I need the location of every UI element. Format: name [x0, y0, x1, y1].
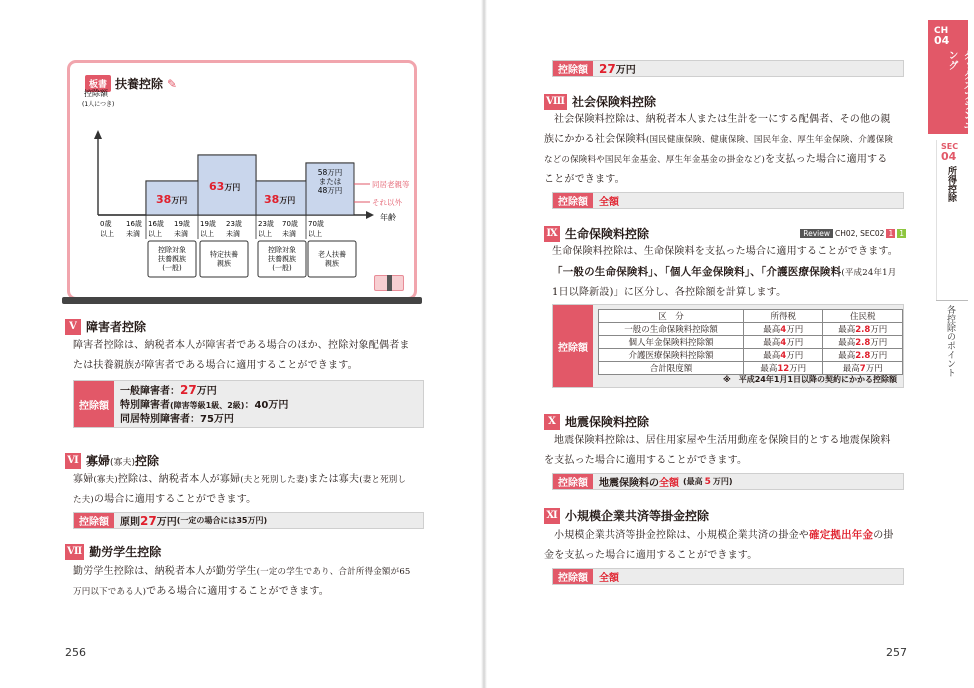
s9-q1: 「一般の生命保険料」 [552, 266, 654, 278]
category-label-line: (一般) [272, 264, 292, 272]
s8-line-2 [544, 130, 910, 150]
category-label-line: 老人扶養 [318, 250, 346, 259]
elderly-note-1: 同居老親等 [372, 180, 410, 189]
table-row [599, 323, 903, 336]
table-row [599, 349, 903, 362]
s6-t4: (夫と死別した妻) [240, 475, 309, 485]
section-11-title: 小規模企業共済等掛金控除 [565, 509, 710, 523]
elderly-line-2: 48万円 [317, 186, 343, 195]
special-disabled [120, 399, 288, 413]
y-axis-arrow [94, 130, 102, 139]
section-11-heading [544, 507, 709, 524]
bar-value-2: 63 [209, 180, 225, 193]
section-6-body-line-2 [73, 490, 433, 510]
age-tick: 19歳 [200, 220, 216, 228]
section-7-body-line-2 [73, 582, 433, 602]
s8-line-3 [544, 150, 910, 170]
cell-prefix: 最高 [760, 364, 778, 374]
s8-t2: (国民健康保険、健康保険、国民年金、厚生年金保険、介護保険 [646, 135, 894, 145]
table-header-row [599, 310, 903, 323]
resident-tax-cell [823, 336, 903, 349]
age-tick-sub: 未満 [282, 230, 296, 238]
s11-line-2: 金を支払った場合に適用することができます。 [544, 550, 758, 561]
section-6-body [73, 470, 433, 510]
chapter-num: 04 [934, 34, 950, 47]
s6-t7: た夫) [73, 495, 94, 505]
s6-t5: または寡夫 [308, 474, 360, 485]
age-ticks [100, 215, 324, 239]
s8-line-4: ことができます。 [544, 174, 625, 185]
s10-val-e: 万円) [712, 477, 733, 486]
section-6-numeral: Ⅵ [65, 453, 81, 469]
section-8-title: 社会保険料控除 [572, 95, 657, 109]
s10-val-a: 地震保険料の [599, 478, 659, 489]
section-6-deduction-label: 控除額 [74, 513, 114, 528]
section-5-body [73, 336, 433, 376]
s11-t2: 確定拠出年金 [809, 529, 874, 541]
deduction-chart [70, 63, 414, 297]
review-ref: CH02, SEC02 [834, 229, 885, 238]
section-9-heading [544, 225, 906, 242]
review-badge[interactable] [800, 229, 906, 238]
table-row [599, 336, 903, 349]
s9-line-1: 生命保険料控除は、生命保険料を支払った場合に適用することができます。 [552, 246, 898, 257]
section-6-title-b: (寡夫) [110, 458, 136, 468]
s6-t2: (寡夫) [93, 475, 118, 485]
section-9-numeral: Ⅸ [544, 226, 560, 242]
cohabiting-special-disabled: 同居特別障害者：75万円 [120, 414, 234, 425]
row-category: 合計限度額 [599, 362, 744, 375]
board-title-text: 扶養控除 [115, 77, 164, 91]
s6-val-c: 万円 [156, 517, 177, 528]
s7-t2: (一定の学生であり、合計所得金額が65 [256, 567, 411, 577]
section-5-deduction-values [120, 383, 288, 427]
s9-q3: 、「介護医療保険料 [750, 266, 842, 278]
s9-q4: (平成24年1月 [841, 268, 897, 278]
s6-val-a: 原則 [120, 517, 140, 528]
age-tick: 19歳 [174, 220, 190, 228]
category-label-line: 親族 [217, 259, 231, 268]
age-tick-sub: 未満 [174, 230, 188, 238]
s6-t3: 控除は、納税者本人が寡婦 [117, 474, 241, 485]
s9-line-3: 1日以降新設)」に区分し、各控除額を計算します。 [552, 287, 787, 298]
chart-y-label: 控除額 [84, 89, 108, 98]
row-category: 一般の生命保険料控除額 [599, 323, 744, 336]
section-6-deduction [73, 512, 424, 529]
section-6-title-c: 控除 [135, 454, 160, 468]
age-tick: 16歳 [148, 220, 164, 228]
s8-t1: 族にかかる社会保険料 [544, 134, 646, 145]
general-disabled-unit: 万円 [196, 386, 217, 397]
chart-x-label: 年齢 [380, 213, 396, 222]
cell-prefix: 最高 [838, 338, 856, 348]
section-7-body-line-1 [73, 562, 433, 582]
s11-t3: の掛 [873, 530, 894, 541]
income-tax-cell [744, 349, 823, 362]
age-tick-sub: 以上 [308, 230, 322, 238]
left-page [0, 0, 484, 688]
section-5-title: 障害者控除 [86, 320, 147, 334]
cell-unit: 万円 [870, 338, 888, 348]
elderly-line-1: または [318, 177, 342, 186]
s7-t1: 勤労学生控除は、納税者本人が勤労学生 [73, 566, 257, 577]
section-7-body [73, 562, 433, 602]
book-spine [481, 0, 487, 688]
income-tax-cell [744, 336, 823, 349]
cell-unit: 万円 [786, 325, 804, 335]
general-disabled [120, 383, 288, 399]
table-row [599, 362, 903, 375]
section-8-body [544, 110, 910, 190]
section-11-body [544, 525, 910, 566]
chapter-tab[interactable] [928, 20, 972, 134]
s6-t1: 寡婦 [73, 474, 94, 485]
s7-t3: 万円以下である人) [73, 587, 147, 597]
section-5-deduction [73, 380, 424, 428]
category-label-line: 控除対象 [268, 246, 296, 254]
review-num-2: 1 [899, 229, 904, 238]
section-10-deduction [552, 473, 904, 490]
chart-y-sub: (1人につき) [82, 101, 115, 108]
bar-unit-2: 万円 [224, 183, 241, 192]
col-category: 区 分 [599, 310, 744, 323]
cell-value: 2.8 [855, 325, 871, 335]
section-9-body [552, 242, 912, 303]
section-code [941, 142, 958, 162]
cell-prefix: 最高 [763, 351, 781, 361]
age-tick: 23歳 [258, 220, 274, 228]
cell-value: 2.8 [855, 351, 871, 361]
section-10-deduction-label: 控除額 [553, 474, 593, 489]
bar-unit-3: 万円 [279, 196, 296, 205]
section-num: 04 [941, 150, 957, 163]
resident-tax-cell [823, 323, 903, 336]
age-tick-sub: 以上 [100, 230, 114, 238]
section-7-heading [65, 543, 161, 560]
section-title: 所得控除 [946, 166, 956, 202]
life-insurance-table [598, 309, 903, 375]
s7-t4: である場合に適用することができます。 [146, 586, 329, 597]
age-tick: 70歳 [282, 220, 298, 228]
s8-t4: を支払った場合に適用する [765, 154, 888, 165]
cell-unit: 万円 [789, 364, 807, 374]
life-insurance-deduction [552, 304, 904, 388]
age-tick-sub: 以上 [148, 230, 162, 238]
top-deduction-bar [552, 60, 904, 77]
section-10-body [544, 431, 910, 471]
age-tick: 70歳 [308, 220, 324, 228]
section-7-numeral: Ⅶ [65, 544, 84, 560]
s8-line-1: 社会保険料控除は、納税者本人または生計を一にする配偶者、その他の親 [554, 114, 891, 125]
age-tick: 16歳 [126, 220, 142, 228]
section-5-deduction-label: 控除額 [74, 381, 114, 427]
elderly-line-0: 58万円 [317, 168, 343, 177]
special-disabled-value: ：40万円 [244, 400, 289, 411]
s11-t1: 小規模企業共済等掛金控除は、小規模企業共済の掛金や [554, 530, 809, 541]
cell-prefix: 最高 [763, 325, 781, 335]
cell-value: 4 [780, 351, 787, 361]
category-label-line: (一般) [162, 264, 182, 272]
cell-unit: 万円 [786, 351, 804, 361]
section-10-numeral: Ⅹ [544, 414, 560, 430]
s8-t3: などの保険料や国民年金基金、厚生年金基金の掛金など) [544, 155, 766, 165]
elderly-note-2: それ以外 [372, 198, 402, 207]
review-num-1: 1 [888, 229, 894, 238]
x-axis-arrow [366, 211, 374, 219]
top-deduction-value: 27 [599, 61, 616, 76]
row-category: 個人年金保険料控除額 [599, 336, 744, 349]
section-8-heading [544, 93, 656, 110]
cell-value: 12 [777, 364, 790, 374]
cell-value: 4 [780, 325, 787, 335]
s6-val-b: 27 [140, 513, 157, 528]
s6-val-d: (一定の場合には35万円) [176, 516, 268, 525]
section-8-deduction-value: 全額 [599, 197, 619, 208]
s11-line-1 [544, 525, 910, 546]
general-disabled-value: 27 [180, 383, 197, 397]
cell-value: 4 [780, 338, 787, 348]
col-income-tax: 所得税 [744, 310, 823, 323]
table-note: ※ 平成24年1月1日以降の契約にかかる控除額 [722, 375, 897, 384]
section-5-body-line-1: 障害者控除は、納税者本人が障害者である場合のほか、控除対象配偶者ま [73, 340, 410, 351]
top-deduction-label: 控除額 [553, 61, 593, 76]
section-tab[interactable] [936, 140, 968, 300]
section-10-title: 地震保険料控除 [565, 415, 650, 429]
resident-tax-cell [823, 349, 903, 362]
board-tray [62, 297, 422, 304]
elderly-values [318, 168, 343, 195]
board-figure [67, 60, 417, 300]
board-tag: 板書 [85, 75, 111, 92]
special-disabled-label: 特別障害者 [120, 400, 170, 411]
subsection-tab[interactable] [936, 300, 968, 400]
s10-line-1: 地震保険料控除は、居住用家屋や生活用動産を保険目的とする地震保険料 [554, 435, 891, 446]
section-sec: SEC [941, 142, 959, 151]
section-11-numeral: Ⅺ [544, 508, 560, 524]
review-label: Review [800, 229, 833, 238]
resident-tax-cell [823, 362, 903, 375]
section-11-deduction-value: 全額 [599, 573, 619, 584]
section-5-numeral: Ⅴ [65, 319, 81, 335]
s10-val-c: (最高 [683, 477, 703, 486]
age-tick-sub: 以上 [258, 230, 272, 238]
page-number-left: 256 [65, 646, 86, 659]
category-boxes [148, 241, 356, 277]
income-tax-cell [744, 323, 823, 336]
age-tick-sub: 以上 [200, 230, 214, 238]
cell-unit: 万円 [786, 338, 804, 348]
cell-prefix: 最高 [842, 364, 860, 374]
chapter-ch: CH [934, 26, 949, 36]
s6-t8: の場合に適用することができます。 [93, 494, 257, 505]
chapter-code [934, 26, 949, 46]
s9-line-2 [552, 262, 912, 283]
section-5-heading [65, 318, 146, 335]
age-tick: 23歳 [226, 220, 242, 228]
eraser-icon [374, 275, 404, 291]
age-tick-sub: 未満 [226, 230, 240, 238]
category-label-line: 扶養親族 [268, 255, 296, 263]
col-resident-tax: 住民税 [823, 310, 903, 323]
s10-line-2: を支払った場合に適用することができます。 [544, 455, 748, 466]
section-7-title: 勤労学生控除 [89, 545, 162, 559]
cell-value: 2.8 [855, 338, 871, 348]
cell-prefix: 最高 [838, 351, 856, 361]
section-8-deduction [552, 192, 904, 209]
bar-value-1: 38 [156, 193, 172, 206]
chapter-title: タックスプランニング [946, 50, 972, 130]
cell-unit: 万円 [865, 364, 883, 374]
cell-prefix: 最高 [838, 325, 856, 335]
cell-unit: 万円 [870, 325, 888, 335]
top-deduction-unit: 万円 [615, 65, 636, 76]
s10-val-b: 全額 [659, 478, 679, 489]
row-category: 介護医療保険料控除額 [599, 349, 744, 362]
income-tax-cell [744, 362, 823, 375]
category-label-line: 親族 [325, 259, 339, 268]
section-11-deduction-label: 控除額 [553, 569, 593, 584]
category-label-line: 特定扶養 [210, 250, 238, 259]
special-disabled-note: (障害等級1級、2級) [170, 401, 245, 410]
section-9-deduction-label: 控除額 [553, 305, 593, 387]
cell-prefix: 最高 [763, 338, 781, 348]
general-disabled-label: 一般障害者： [120, 386, 180, 397]
subsection-title: 各控除のポイント [945, 305, 955, 377]
cell-unit: 万円 [870, 351, 888, 361]
s10-val-d: 5 [704, 476, 711, 487]
section-5-body-line-2: たは扶養親族が障害者である場合に適用することができます。 [73, 360, 358, 371]
section-6-title-a: 寡婦 [86, 454, 111, 468]
bar-unit-1: 万円 [171, 196, 188, 205]
age-tick-sub: 未満 [126, 230, 140, 238]
pen-icon: ✎ [167, 76, 178, 91]
s9-q2: 、「個人年金保険料」 [653, 266, 751, 278]
cell-value: 7 [859, 364, 866, 374]
section-10-heading [544, 413, 649, 430]
section-8-deduction-label: 控除額 [553, 193, 593, 208]
section-8-numeral: Ⅷ [544, 94, 567, 110]
page-number-right: 257 [886, 646, 907, 659]
section-11-deduction [552, 568, 904, 585]
category-label-line: 扶養親族 [158, 255, 186, 263]
section-9-title: 生命保険料控除 [565, 227, 650, 241]
section-6-body-line-1 [73, 470, 433, 490]
age-tick: 0歳 [100, 220, 112, 228]
bar-value-3: 38 [264, 193, 280, 206]
section-6-heading [65, 452, 159, 469]
s6-t6: (妻と死別し [359, 475, 407, 485]
category-label-line: 控除対象 [158, 246, 186, 254]
